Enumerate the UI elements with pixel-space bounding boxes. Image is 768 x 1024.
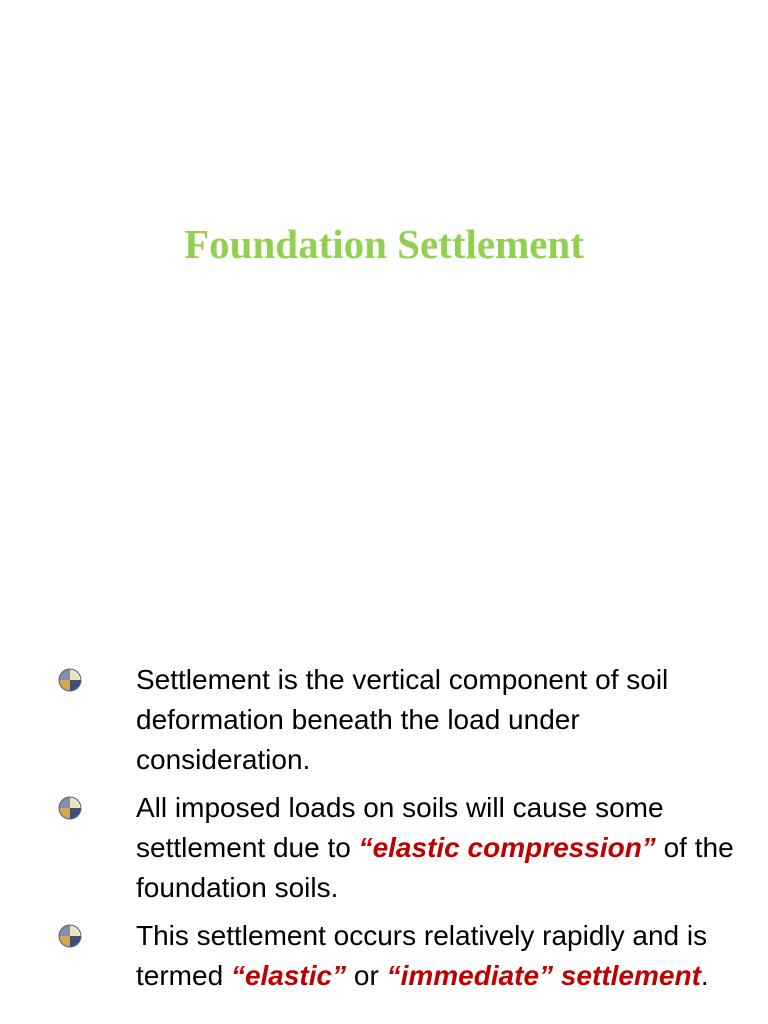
emphasis-elastic-compression: “elastic compression” xyxy=(358,832,656,863)
bullet-text-part: This settlement occurs relatively rapidly and is termed xyxy=(136,920,708,991)
bullet-list xyxy=(0,660,768,1004)
emphasis-immediate-settlement: “immediate” settlement xyxy=(386,960,701,991)
globe-bullet-icon xyxy=(58,796,82,820)
emphasis-elastic: “elastic” xyxy=(230,960,347,991)
bullet-text-part: All imposed loads on soils will cause some settlement due to xyxy=(136,792,664,863)
bullet-text-part: of the foundation soils. xyxy=(136,832,734,903)
globe-bullet-icon xyxy=(58,668,82,692)
globe-bullet-icon xyxy=(58,924,82,948)
bullet-item-settlement-definition xyxy=(0,660,768,780)
bullet-text-part: . xyxy=(700,960,709,991)
bullet-item-immediate-settlement xyxy=(0,916,768,996)
slide-title: Foundation Settlement xyxy=(184,221,584,267)
bullet-text-part: or xyxy=(346,960,387,991)
bullet-item-elastic-compression xyxy=(0,788,768,908)
bullet-text: Settlement is the vertical component of soil deformation beneath the load under consideration. xyxy=(136,664,669,775)
